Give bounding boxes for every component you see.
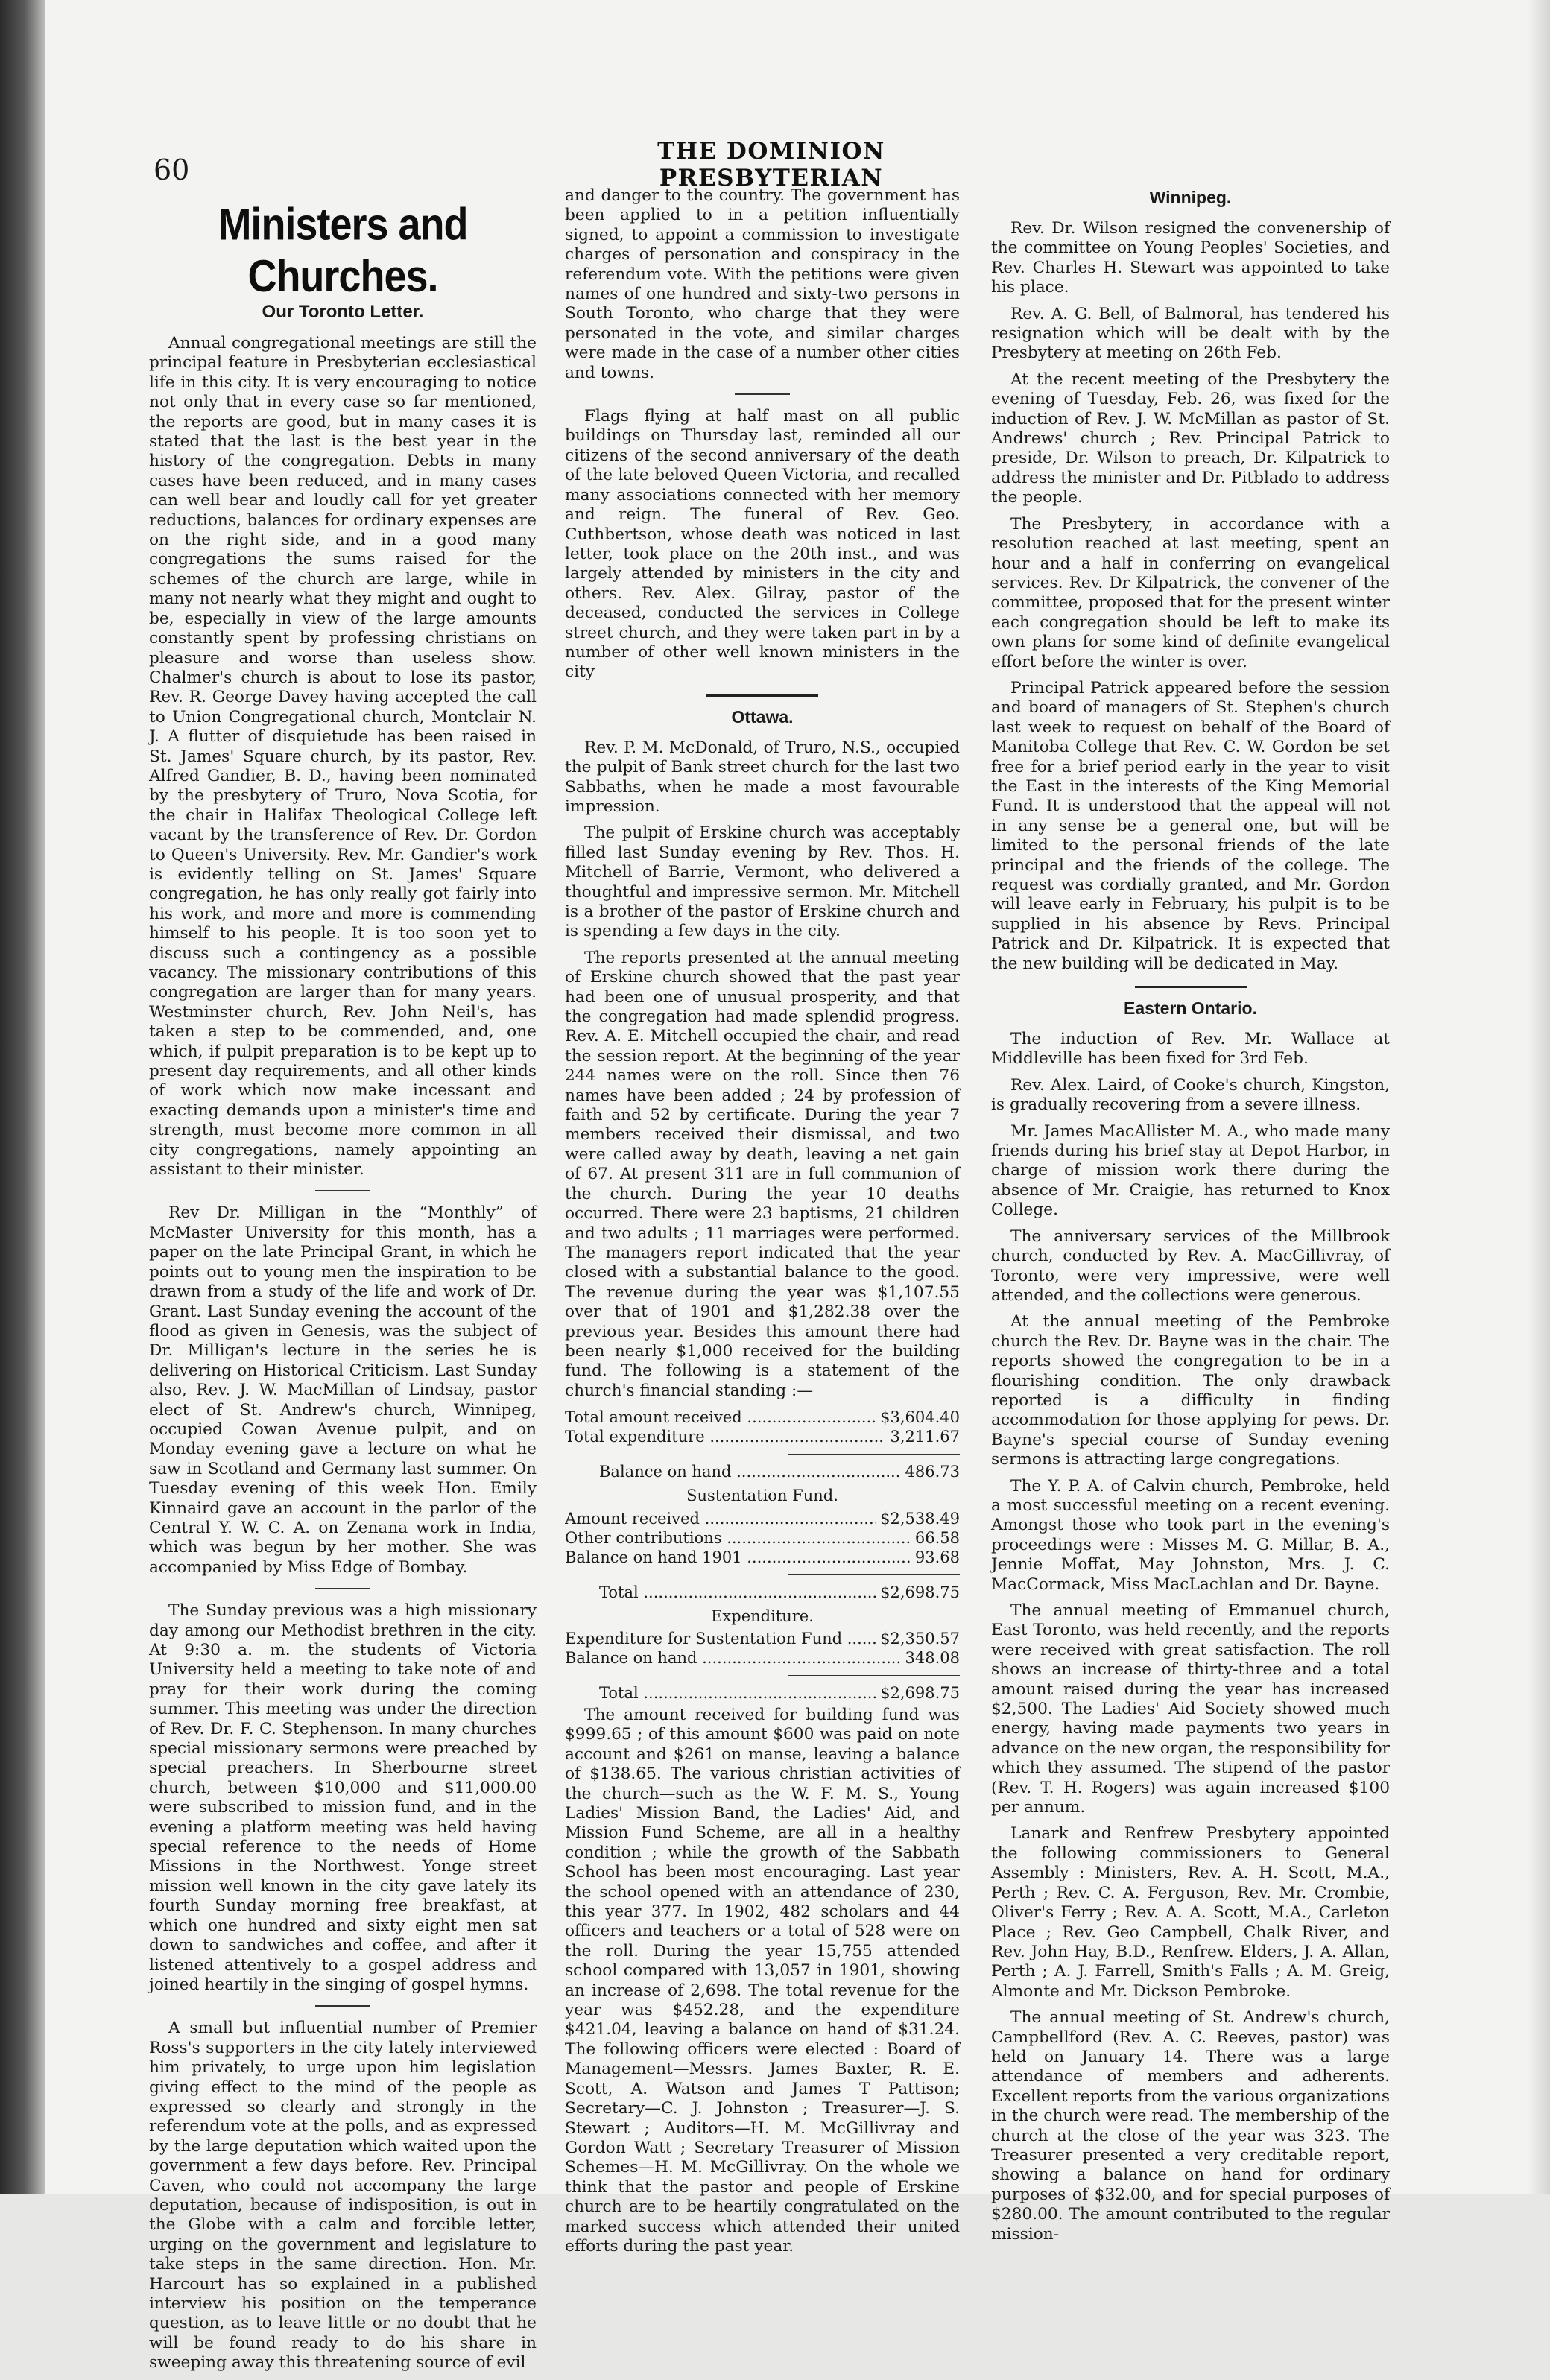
divider [735, 393, 790, 395]
financial-label: Total ..... [599, 1683, 876, 1703]
eastern-ontario-heading: Eastern Ontario. [1124, 998, 1257, 1019]
sustentation-fund-title: Sustentation Fund. [686, 1487, 838, 1505]
section-rule [1135, 986, 1247, 988]
column-1 [149, 199, 537, 2380]
paragraph: The induction of Rev. Mr. Wallace at Middleville has been fixed for 3rd Feb. [991, 1030, 1390, 1069]
financial-row [565, 1683, 960, 1703]
winnipeg-heading: Winnipeg. [1149, 188, 1232, 207]
paragraph: The pulpit of Erskine church was acceptably filled last Sunday evening by Rev. Thos. H. Mitchell of Barrie, Vermont, who delivered a thoughtful and impressive sermon. Mr. Mitchell is a brother of the pastor of Erskine church and is spending a few days in the city. [565, 823, 960, 941]
page-number: 60 [154, 154, 190, 186]
financial-label: Expenditure for Sustentation Fund ..... [565, 1629, 876, 1648]
financial-amount: $2,698.75 [880, 1583, 960, 1601]
page-edge [1528, 0, 1550, 2194]
sum-rule [788, 1675, 960, 1676]
paragraph: Flags flying at half mast on all public buildings on Thursday last, reminded all our citizens of the second anniversary of the death of the late beloved Queen Victoria, and recalled many associations connected with her memory and reign. The funeral of Rev. Geo. Cuthbertson, whose death was noticed in last letter, took place on the 20th inst., and was largely attended by ministers in the city and others. Rev. Alex. Gilray, pastor of the deceased, conducted the services in College street church, and they were taken part in by a number of other well known ministers in the city [565, 407, 960, 682]
financial-amount: $2,538.49 [880, 1509, 960, 1528]
paragraph: At the recent meeting of the Presbytery the evening of Tuesday, Feb. 26, was fixed for the induction of Rev. J. W. McMillan as pastor of St. Andrews' church ; Rev. Principal Patrick to preside, Dr. Wilson to preach, Dr. Kilpatrick to address the minister and Dr. Pitblado to address the people. [991, 370, 1390, 507]
financial-row [565, 1629, 960, 1648]
column-3 [991, 186, 1390, 2251]
paragraph: At the annual meeting of the Pembroke church the Rev. Dr. Bayne was in the chair. The reports showed the congregation to be in a flourishing condition. The only drawback reported is a difficulty in finding accommodation for those applying for pews. Dr. Bayne's special course of Sunday evening sermons is attracting large congregations. [991, 1312, 1390, 1469]
financial-amount: 3,211.67 [890, 1428, 960, 1446]
column-2 [565, 186, 960, 2263]
financial-label: Other contributions ..... [565, 1528, 911, 1548]
financial-label: Balance on hand ..... [565, 1648, 901, 1668]
paragraph: Rev. A. G. Bell, of Balmoral, has tendered his resignation which will be dealt with by the Presbytery at meeting on 26th Feb. [991, 304, 1390, 363]
financial-row [565, 1427, 960, 1446]
financial-label: Total ..... [599, 1583, 876, 1602]
paragraph: The Sunday previous was a high missionary day among our Methodist brethren in the city. At 9:30 a. m. the students of Victoria University held a meeting to take note of and pray for their work during the coming summer. This meeting was under the direction of Rev. Dr. F. C. Stephenson. In many churches special missionary sermons were preached by special preachers. In Sherbourne street church, between $10,000 and $11,000.00 were subscribed to mission fund, and in the evening a platform meeting was held having special reference to the needs of Home Missions in the Northwest. Yonge street mission well known in the city gave lately its fourth Sunday morning free breakfast, at which one hundred and sixty eight men sat down to sandwiches and coffee, and after it listened attentively to a gospel address and joined heartily in the singing of gospel hymns. [149, 1601, 537, 1994]
paragraph: The Y. P. A. of Calvin church, Pembroke, held a most successful meeting on a recent evening. Amongst those who took part in the evening's proceedings were : Misses M. G. Millar, B. A., Jennie Moffat, May Johnston, Mrs. J. C. MacCormack, Miss MacLachlan and Dr. Bayne. [991, 1476, 1390, 1594]
financial-row [565, 1648, 960, 1668]
paragraph: Mr. James MacAllister M. A., who made many friends during his brief stay at Depot Harbor, in charge of mission work there during the absence of Mr. Craigie, has returned to Knox College. [991, 1121, 1390, 1220]
section-title: Ministers and Churches. [218, 199, 468, 302]
sum-rule [788, 1574, 960, 1575]
financial-row [565, 1408, 960, 1427]
financial-amount: 486.73 [905, 1463, 960, 1481]
ottawa-heading: Ottawa. [731, 706, 794, 727]
paragraph: and danger to the country. The government has been applied to in a petition influentially signed, to appoint a commission to investigate charges of personation and conspiracy in the referendum vote. With the petitions were given names of one hundred and sixty-two persons in South Toronto, who charge that they were personated in the vote, and similar charges were made in the case of a number other cities and towns. [565, 186, 960, 382]
paragraph: Rev. P. M. McDonald, of Truro, N.S., occupied the pulpit of Bank street church for the last two Sabbaths, when he made a most favourable impression. [565, 738, 960, 816]
paragraph: The amount received for building fund was $999.65 ; of this amount $600 was paid on note account and $261 on manse, leaving a balance of $138.65. The various christian activities of the church—such as the W. F. M. S., Young Ladies' Mission Band, the Ladies' Aid, and Mission Fund Scheme, are all in a healthy condition ; while the growth of the Sabbath School has been most encouraging. Last year the school opened with an attendance of 230, this year 377. In 1902, 482 scholars and 44 officers and teachers or a total of 528 were on the roll. During the year 15,755 attended school compared with 13,057 in 1901, showing an increase of 2,698. The total revenue for the year was $452.28, and the expenditure $421.04, leaving a balance on hand of $31.24. The following officers were elected : Board of Management—Messrs. James Baxter, R. E. Scott, A. Watson and James T Pattison; Secretary—C. J. Johnston ; Treasurer—J. S. Stewart ; Auditors—H. M. McGillivray and Gordon Watt ; Secretary Treasurer of Mission Schemes—H. M. McGillivray. On the whole we think that the pastor and people of Erskine church are to be heartily congratulated on the marked success which attended their united efforts during the past year. [565, 1705, 960, 2256]
financial-amount: 348.08 [905, 1648, 960, 1667]
paragraph: Principal Patrick appeared before the session and board of managers of St. Stephen's church last week to request on behalf of the Board of Manitoba College that Rev. C. W. Gordon be set free for a brief period early in the year to visit the East in the interests of the King Memorial Fund. It is understood that the appeal will not in any sense be a general one, but will be limited to the personal friends of the late principal and the friends of the college. The request was cordially granted, and Mr. Gordon will leave early in February, his pulpit is to be supplied in his absence by Revs. Principal Patrick and Dr. Kilpatrick. It is expected that the new building will be dedicated in May. [991, 678, 1390, 973]
paragraph: A small but influential number of Premier Ross's supporters in the city lately interviewed him privately, to urge upon him legislation giving effect to the mind of the people as expressed so clearly and strongly in the referendum vote at the polls, and as expressed by the large deputation which waited upon the government a few days before. Rev. Principal Caven, who could not accompany the large deputation, because of indisposition, is out in the Globe with a calm and forcible letter, urging on the government and legislature to take steps in the same direction. Hon. Mr. Harcourt has so explained in a published interview his position on the temperance question, as to leave little or no doubt that he will be found ready to do his share in sweeping away this threatening source of evil [149, 2019, 537, 2373]
divider [315, 2005, 370, 2007]
financial-label: Balance on hand ..... [599, 1462, 901, 1481]
paragraph: Rev. Dr. Wilson resigned the convenership of the committee on Young Peoples' Societies, and Rev. Charles H. Stewart was appointed to take his place. [991, 219, 1390, 297]
financial-amount: 93.68 [914, 1548, 960, 1566]
paragraph: The Presbytery, in accordance with a resolution reached at last meeting, spent an hour and a half in conferring on evangelical services. Rev. Dr Kilpatrick, the convener of the committee, proposed that for the present winter each congregation should be left to make its own plans for some kind of definite evangelical effort before the winter is over. [991, 514, 1390, 671]
paragraph: Rev Dr. Milligan in the “Monthly” of McMaster University for this month, has a paper on the late Principal Grant, in which he points out to young men the inspiration to be drawn from a study of the life and work of Dr. Grant. Last Sunday evening the account of the flood as given in Genesis, was the subject of Dr. Milligan's lecture in the series he is delivering on Historical Criticism. Last Sunday also, Rev. J. W. MacMillan of Lindsay, pastor elect of St. Andrew's church, Winnipeg, occupied Cowan Avenue pulpit, and on Monday evening gave a lecture on what he saw in Scotland and Germany last summer. On Tuesday evening of this week Hon. Emily Kinnaird gave an account in the parlor of the Central Y. W. C. A. on Zenana work in India, which was begun by her mother. She was accompanied by Miss Edge of Bombay. [149, 1203, 537, 1577]
paragraph: The annual meeting of St. Andrew's church, Campbellford (Rev. A. C. Reeves, pastor) was held on January 14. There was a large attendance of members and adherents. Excellent reports from the various organizations in the church were read. The membership of the church at the close of the year was 323. The Treasurer presented a very creditable report, showing a balance on hand for ordinary purposes of $32.00, and for special purposes of $280.00. The amount contributed to the regular mission- [991, 2008, 1390, 2244]
financial-row [565, 1509, 960, 1528]
paragraph: The annual meeting of Emmanuel church, East Toronto, was held recently, and the reports were received with great satisfaction. The roll shows an increase of thirty-three and a total amount raised during the year has increased $2,500. The Ladies' Aid Society showed much energy, having made payments two years in advance on the new organ, the responsibility for which they assumed. The stipend of the pastor (Rev. T. H. Rogers) was again increased $100 per annum. [991, 1601, 1390, 1817]
toronto-letter-heading: Our Toronto Letter. [262, 302, 424, 322]
running-head: THE DOMINION PRESBYTERIAN [657, 138, 885, 192]
paragraph: Annual congregational meetings are still the principal feature in Presbyterian ecclesiastical life in this city. It is very encouraging to notice not only that in every case so far mentioned, the reports are good, but in many cases it is stated that the last is the best year in the history of the congregation. Debts in many cases have been reduced, and in many cases can well bear and loudly call for yet greater reductions, balances for ordinary expenses are on the right side, and in a good many congregations the sums raised for the schemes of the church are large, while in many not nearly what they might and ought to be, especially in view of the large amounts constantly spent by professing christians on pleasure and worse than useless show. Chalmer's church is about to lose its pastor, Rev. R. George Davey having accepted the call to Union Congregational church, Montclair N. J. A flutter of disquietude has been raised in St. James' Square church, by its pastor, Rev. Alfred Gandier, B. D., having been nominated by the presbytery of Truro, Nova Scotia, for the chair in Halifax Theological College left vacant by the transference of Rev. Dr. Gordon to Queen's University. Rev. Mr. Gandier's work is evidently telling on St. James' Square congregation, he has only really got fairly into his work, and more and more is commending himself to his people. It is too soon yet to discuss such a contingency as a possible vacancy. The missionary contributions of this congregation are larger than for many years. Westminster church, Rev. John Neil's, has taken a step to be commended, and, one which, if pulpit preparation is to be kept up to present day requirements, and all other kinds of work which now make incessant and exacting demands upon a minister's time and strength, must become more common in all city congregations, namely appointing an assistant to their minister. [149, 334, 537, 1180]
section-rule [706, 694, 818, 697]
financial-label: Total amount received ..... [565, 1408, 876, 1427]
financial-row [565, 1462, 960, 1481]
divider [315, 1190, 370, 1191]
financial-amount: $2,350.57 [880, 1629, 960, 1648]
financial-row [565, 1528, 960, 1548]
financial-label: Total expenditure ..... [565, 1427, 885, 1446]
financial-amount: 66.58 [914, 1528, 960, 1547]
expenditure-title: Expenditure. [711, 1607, 814, 1625]
divider [315, 1588, 370, 1589]
financial-statement [565, 1408, 960, 1703]
paragraph: Rev. Alex. Laird, of Cooke's church, Kingston, is gradually recovering from a severe illness. [991, 1075, 1390, 1115]
financial-row [565, 1583, 960, 1602]
financial-amount: $2,698.75 [880, 1683, 960, 1702]
financial-label: Balance on hand 1901 ..... [565, 1548, 911, 1567]
paragraph: The reports presented at the annual meeting of Erskine church showed that the past year had been one of unusual prosperity, and that the congregation had made splendid progress. Rev. A. E. Mitchell occupied the chair, and read the session report. At the beginning of the year 244 names were on the roll. Since then 76 names have been added ; 24 by profession of faith and 52 by certificate. During the year 7 members received their dismissal, and two were called away by death, leaving a net gain of 67. At present 311 are in full communion of the church. During the year 10 deaths occurred. There were 23 baptisms, 21 children and two adults ; 11 marriages were performed. The managers report indicated that the year closed with a substantial balance to the good. The revenue during the year was $1,107.55 over that of 1901 and $1,282.38 over the previous year. Besides this amount there had been nearly $1,000 received for the building fund. The following is a statement of the church's financial standing :— [565, 948, 960, 1400]
financial-label: Amount received ..... [565, 1509, 876, 1528]
sum-rule [788, 1454, 960, 1455]
paragraph: Lanark and Renfrew Presbytery appointed the following commissioners to General Assembly : Ministers, Rev. A. H. Scott, M.A., Perth ; Rev. C. A. Ferguson, Rev. Mr. Crombie, Oliver's Ferry ; Rev. A. A. Scott, M.A., Carleton Place ; Rev. Geo Campbell, Chalk River, and Rev. John Hay, B.D., Renfrew. Elders, J. A. Allan, Perth ; A. J. Farrell, Smith's Falls ; A. M. Greig, Almonte and Mr. Dickson Pembroke. [991, 1824, 1390, 2001]
book-gutter-shadow [0, 0, 45, 2194]
paragraph: The anniversary services of the Millbrook church, conducted by Rev. A. MacGillivray, of Toronto, were very impressive, were well attended, and the collections were generous. [991, 1227, 1390, 1305]
financial-row [565, 1548, 960, 1567]
financial-amount: $3,604.40 [880, 1408, 960, 1427]
